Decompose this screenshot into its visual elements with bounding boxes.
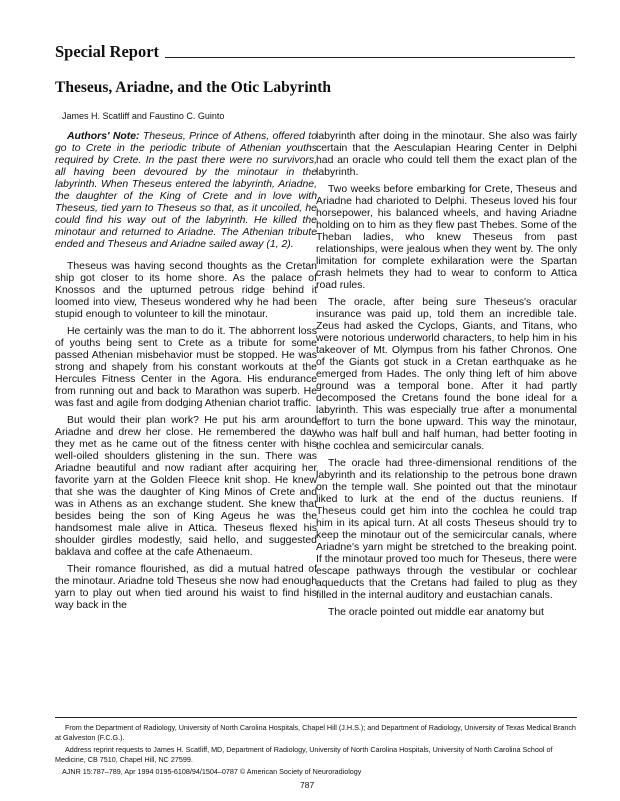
authors-note-text: Theseus, Prince of Athens, offered to go to Crete in the periodic tribute of Athenian youths required by Crete. In the past there were no survivors, all having been devoured by the minotaur in the labyrinth. When Theseus entered the labyrinth, Ariadne, the daughter of the King of Crete and in love with Theseus, tied yarn to Theseus so that, as it uncoiled, he could find his way out of the labyrinth. He killed the minotaur and returned to Ariadne. The Athenian tribute ended and Theseus and Ariadne sailed away (1, 2). xyxy=(55,131,317,250)
reprint-footnote: Address reprint requests to James H. Scatliff, MD, Department of Radiology, University of North Carolina Hospitals, University of North Carolina School of Medicine, CB 7510, Chapel Hill, NC 27599. xyxy=(55,745,553,764)
header-rule xyxy=(165,57,575,58)
section-header xyxy=(55,42,575,62)
authors-note-lead: Authors' Note: xyxy=(67,131,140,142)
paragraph: Their romance flourished, as did a mutual hatred of the minotaur. Ariadne told Theseus she now had enough yarn to play out when tied around his waist to find his way back in the xyxy=(55,564,317,611)
journal-citation: AJNR 15:787–789, Apr 1994 0195-6108/94/1504–0787 © American Society of Neuroradiology xyxy=(62,767,362,776)
paragraph: He certainly was the man to do it. The abhorrent loss of youths being sent to Crete as a tribute for some passed Athenian misbehavior must be stopped. He was strong and shapely from his constant workouts at the Hercules Fitness Center in the Agora. His endurance from running out and back to Marathon was superb. He was fast and agile from dodging Athenian chariot traffic. xyxy=(55,326,317,409)
paragraph: The oracle pointed out middle ear anatomy but xyxy=(328,607,544,618)
page-number: 787 xyxy=(300,780,315,790)
paragraph: Two weeks before embarking for Crete, Theseus and Ariadne had charioted to Delphi. Theseus loved his four horsepower, his balanced wheels, and having Ariadne holding on to him as they flew past Thebes. Some of the Theban ladies, who knew Theseus from past relationships, were jealous when they went by. The only limitation for complete exhilaration were the Spartan crash helmets they had to wear to conform to Attica road rules. xyxy=(316,184,577,291)
section-label: Special Report xyxy=(55,42,160,61)
author-line: James H. Scatliff and Faustino C. Guinto xyxy=(62,111,225,121)
paragraph: But would their plan work? He put his arm around Ariadne and drew her close. He remembered the day they met as he came out of the fitness center with his well-oiled shoulders glistening in the sun. There was Ariadne beautiful and now radiant after acquiring her favorite yarn at the Golden Fleece knit shop. He knew that she was the daughter of King Minos of Crete and was in Athens as an exchange student. She knew that besides being the son of King Ageus he was the handsomest male alive in Attica. Theseus flexed his shoulder girdles modestly, said hello, and suggested baklava and coffee at the cafe Athenaeum. xyxy=(55,415,317,558)
affiliation-footnote: From the Department of Radiology, University of North Carolina Hospitals, Chapel Hill (J.H.S.); and Department of Radiology, University of Texas Medical Branch at Galveston (F.C.G.). xyxy=(55,723,576,742)
paragraph: The oracle, after being sure Theseus's oracular insurance was paid up, told them an incredible tale. Zeus had asked the Cyclops, Giants, and Titans, who were notorious underworld characters, to help him in his takeover of Mt. Olympus from his father Chronos. One of the Giants got stuck in a Cretan earthquake as he emerged from Hades. The only thing left of him above ground was a temporal bone. After it had partly decomposed the Cretans found the bone ideal for a labyrinth. This was especially true after a monumental effort to turn the bone upward. This way the minotaur, who was half bull and half human, had better footing in the cochlea and semicircular canals. xyxy=(316,297,577,452)
paragraph: The oracle had three-dimensional renditions of the labyrinth and its relationship to the petrous bone drawn on the temple wall. She pointed out that the minotaur liked to lurk at the end of the ductus reuniens. If Theseus could get him into the cochlea he could trap him in its apical turn. At all costs Theseus should try to keep the minotaur out of the semicircular canals, where Ariadne's yarn might be stretched to the breaking point. If the minotaur proved too much for Theseus, there were escape pathways through the vestibular or cochlear aqueducts that the Cretans had failed to plug as they filled in the internal auditory and eustachian canals. xyxy=(316,458,577,601)
footnote-block xyxy=(55,717,577,767)
paragraph: Theseus was having second thoughts as the Cretan ship got closer to its home shore. As the palace of Knossos and the upturned petrous ridge behind it loomed into view, Theseus wondered why he had been stupid enough to volunteer to kill the minotaur. xyxy=(55,261,317,320)
article-title: Theseus, Ariadne, and the Otic Labyrinth xyxy=(55,79,332,96)
left-column xyxy=(55,131,317,709)
paragraph-continuation: labyrinth after doing in the minotaur. She also was fairly certain that the Aesculapian Hearing Center in Delphi had an oracle who could tell them the exact plan of the labyrinth. xyxy=(316,131,577,178)
right-column xyxy=(316,131,577,709)
authors-note xyxy=(55,131,317,251)
